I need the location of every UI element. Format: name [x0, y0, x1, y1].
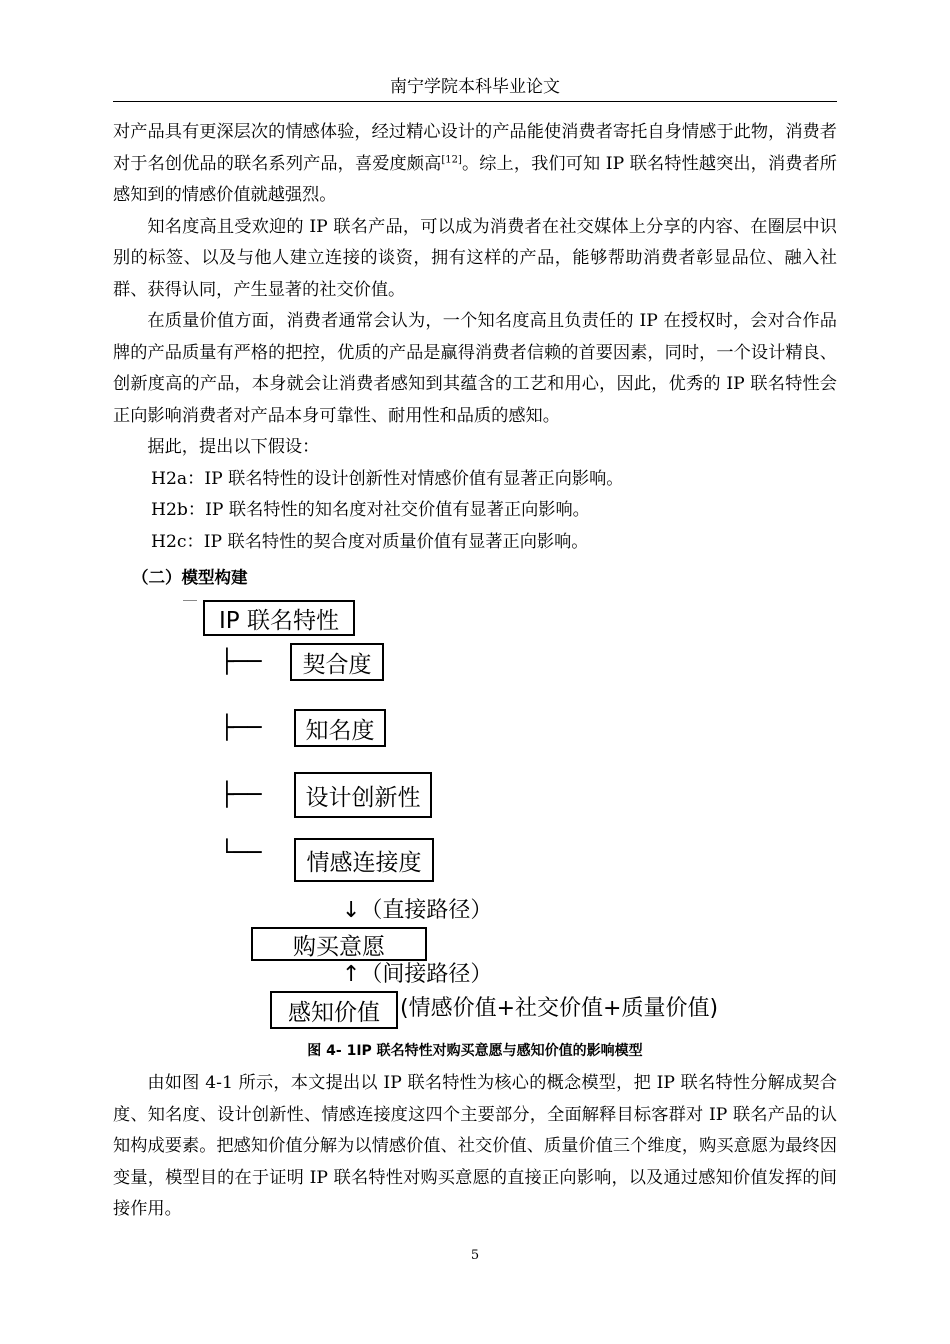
paragraph-2: 知名度高且受欢迎的 IP 联名产品，可以成为消费者在社交媒体上分享的内容、在圈层中识别的标签、以及与他人建立连接的谈资，拥有这样的产品，能够帮助消费者彰显品位、融入社群、获得认同，产生显著的社交价值。 — [113, 216, 837, 300]
header-rule — [113, 101, 837, 102]
node-emotional-connection: 情感连接度 — [294, 838, 434, 882]
citation-12: [12] — [441, 153, 462, 165]
indirect-path-label: ↑（间接路径） — [342, 962, 493, 987]
perceived-value-dimensions: (情感价值+社交价值+质量价值) — [400, 996, 719, 1021]
node-ip-collab-traits: IP 联名特性 — [203, 600, 355, 636]
figure-crop-edge — [183, 600, 197, 601]
section-heading: （二）模型构建 — [132, 568, 248, 587]
body-text-lower — [113, 1068, 837, 1226]
body-text-upper — [113, 117, 837, 558]
node-purchase-intention: 购买意愿 — [251, 927, 427, 961]
paragraph-4: 据此，提出以下假设： — [147, 437, 320, 457]
node-awareness: 知名度 — [294, 709, 386, 747]
hypothesis-h2c: H2c：IP 联名特性的契合度对质量价值有显著正向影响。 — [151, 531, 589, 552]
page-number: 5 — [470, 1248, 480, 1263]
node-perceived-value: 感知价值 — [270, 991, 398, 1029]
node-fit: 契合度 — [290, 643, 384, 681]
paragraph-3: 在质量价值方面，消费者通常会认为，一个知名度高且负责任的 IP 在授权时，会对合作品牌的产品质量有严格的把控，优质的产品是赢得消费者信赖的首要因素，同时，一个设计精良、创新度高的产品，本身就会让消费者感知到其蕴含的工艺和用心，因此，优秀的 IP 联名特性会正向影响消费者对产品本身可靠性、耐用性和品质的感知。 — [113, 311, 837, 426]
branch-connector-1: ├── — [220, 649, 262, 675]
figure-caption: 图 4- 1IP 联名特性对购买意愿与感知价值的影响模型 — [307, 1043, 643, 1059]
direct-path-label: ↓（直接路径） — [342, 898, 493, 923]
branch-connector-3: ├── — [220, 782, 262, 808]
branch-connector-4: └── — [220, 840, 262, 866]
paragraph-1-text: 对产品具有更深层次的情感体验，经过精心设计的产品能使消费者寄托自身情感于此物，消费者对于名创优品的联名系列产品，喜爱度颇高 — [113, 122, 837, 174]
paragraph-1-text-cont: 。综上，我们可知 IP 联名特性越突出，消费者所感知到的情感价值就越强烈。 — [113, 153, 837, 205]
branch-connector-2: ├── — [220, 715, 262, 741]
paragraph-1 — [113, 117, 837, 212]
paragraph-closing: 由如图 4-1 所示，本文提出以 IP 联名特性为核心的概念模型，把 IP 联名特性分解成契合度、知名度、设计创新性、情感连接度这四个主要部分，全面解释目标客群对 IP 联名产品的认知构成要素。把感知价值分解为以情感价值、社交价值、质量价值三个维度，购买意愿为最终因变量，模型目的在于证明 IP 联名特性对购买意愿的直接正向影响，以及通过感知价值发挥的间接作用。 — [113, 1073, 837, 1219]
hypothesis-h2a: H2a：IP 联名特性的设计创新性对情感价值有显著正向影响。 — [151, 468, 624, 489]
running-header: 南宁学院本科毕业论文 — [390, 77, 560, 97]
hypothesis-h2b: H2b：IP 联名特性的知名度对社交价值有显著正向影响。 — [151, 500, 590, 520]
node-design-innovation: 设计创新性 — [294, 772, 432, 818]
